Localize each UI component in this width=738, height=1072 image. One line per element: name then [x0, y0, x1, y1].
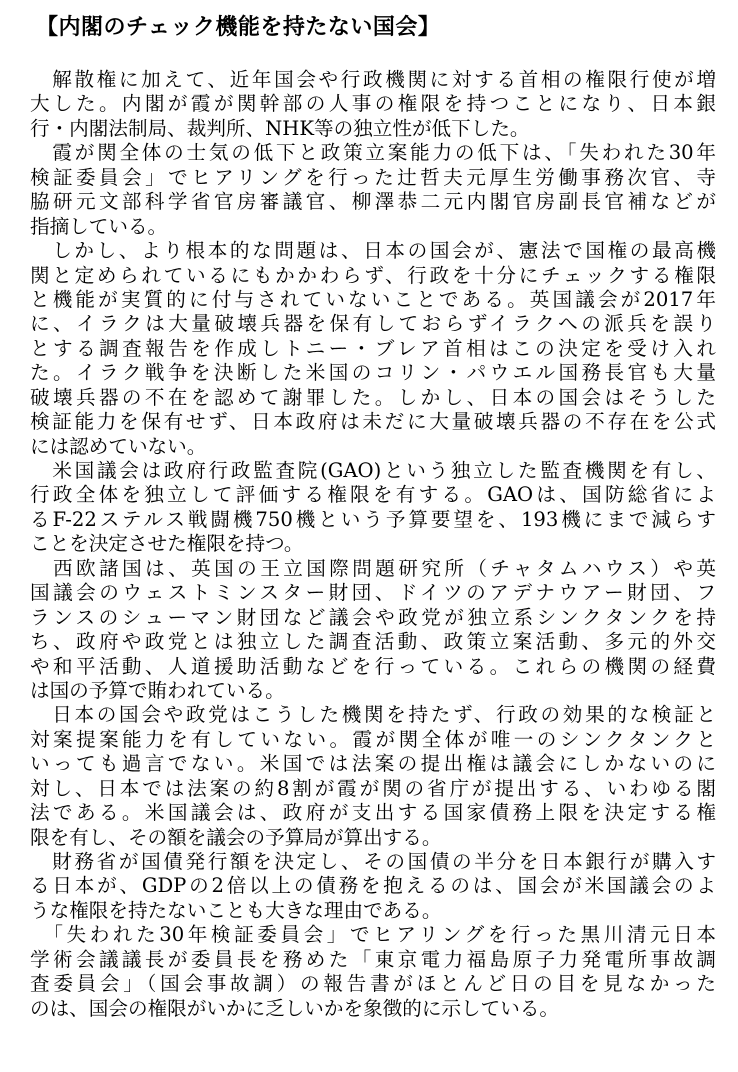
text-line: 米国議会は政府行政監査院(GAO)という独立した監査機関を有し、: [30, 459, 716, 482]
text-line: 行・内閣法制局、裁判所、NHK等の独立性が低下した。: [30, 116, 530, 140]
text-line: 検証能力を保有せず、日本政府は未だに大量破壊兵器の不存在を公式: [30, 410, 716, 434]
text-line: 脇研元文部科学省官房審議官、柳澤恭二元内閣官房副長官補などが: [30, 190, 716, 214]
text-line: 査委員会」（国会事故調）の報告書がほとんど日の目を見なかった: [30, 972, 716, 996]
text-line: 限を有し、その額を議会の予算局が算出する。: [30, 825, 442, 849]
text-line: 対案提案能力を有していない。霞が関全体が唯一のシンクタンクと: [30, 727, 716, 751]
text-line: 霞が関全体の士気の低下と政策立案能力の低下は、「失われた30年: [30, 141, 716, 165]
text-line: しかし、より根本的な問題は、日本の国会が、憲法で国権の最高機: [30, 239, 716, 263]
text-line: と機能が実質的に付与されていないことである。英国議会が2017年: [30, 287, 716, 311]
text-line: 関と定められているにもかかわらず、行政を十分にチェックする権限: [30, 263, 716, 287]
text-line: 大した。内閣が霞が関幹部の人事の権限を持つことになり、日本銀: [30, 92, 716, 116]
text-line: 解散権に加えて、近年国会や行政機関に対する首相の権限行使が増: [30, 68, 716, 91]
text-line: 国議会のウェストミンスター財団、ドイツのアデナウアー財団、フ: [30, 581, 716, 605]
document-title: 【内閣のチェック機能を持たない国会】: [36, 14, 441, 40]
text-line: に、イラクは大量破壊兵器を保有しておらずイラクへの派兵を誤り: [30, 312, 716, 336]
text-line: 学術会議議長が委員長を務めた「東京電力福島原子力発電所事故調: [30, 947, 716, 971]
text-line: 検証委員会」でヒアリングを行った辻哲夫元厚生労働事務次官、寺: [30, 165, 716, 189]
text-line: うな権限を持たないことも大きな理由である。: [30, 898, 442, 922]
text-line: のは、国会の権限がいかに乏しいかを象徴的に示している。: [30, 996, 560, 1020]
text-line: とする調査報告を作成しトニー・ブレア首相はこの決定を受け入れ: [30, 336, 716, 360]
text-line: ことを決定させた権限を持つ。: [30, 532, 304, 556]
text-line: 指摘している。: [30, 214, 168, 238]
text-line: 対し、日本では法案の約8割が霞が関の省庁が提出する、いわゆる閣: [30, 776, 716, 800]
document-body: [30, 68, 716, 1021]
text-line: ランスのシューマン財団など議会や政党が独立系シンクタンクを持: [30, 605, 716, 629]
text-line: 財務省が国債発行額を決定し、その国債の半分を日本銀行が購入す: [30, 850, 716, 873]
text-line: や和平活動、人道援助活動などを行っている。これらの機関の経費: [30, 654, 716, 678]
text-line: いっても過言でない。米国では法案の提出権は議会にしかないのに: [30, 752, 716, 776]
text-line: た。イラク戦争を決断した米国のコリン・パウエル国務長官も大量: [30, 361, 716, 385]
text-line: 西欧諸国は、英国の王立国際問題研究所（チャタムハウス）や英: [30, 556, 716, 580]
text-line: 法である。米国議会は、政府が支出する国家債務上限を決定する権: [30, 801, 716, 825]
text-line: 「失われた30年検証委員会」でヒアリングを行った黒川清元日本: [30, 923, 716, 947]
text-line: る日本が、GDPの2倍以上の債務を抱えるのは、国会が米国議会のよ: [30, 874, 716, 898]
text-line: ち、政府や政党とは独立した調査活動、政策立案活動、多元的外交: [30, 630, 716, 654]
text-line: 破壊兵器の不在を認めて謝罪した。しかし、日本の国会はそうした: [30, 385, 716, 409]
text-line: 日本の国会や政党はこうした機関を持たず、行政の効果的な検証と: [30, 703, 716, 727]
text-line: には認めていない。: [30, 434, 207, 458]
text-line: は国の予算で賄われている。: [30, 678, 285, 702]
text-line: るF-22ステルス戦闘機750機という予算要望を、193機にまで減らす: [30, 507, 716, 531]
text-line: 行政全体を独立して評価する権限を有する。GAOは、国防総省によ: [30, 483, 716, 507]
